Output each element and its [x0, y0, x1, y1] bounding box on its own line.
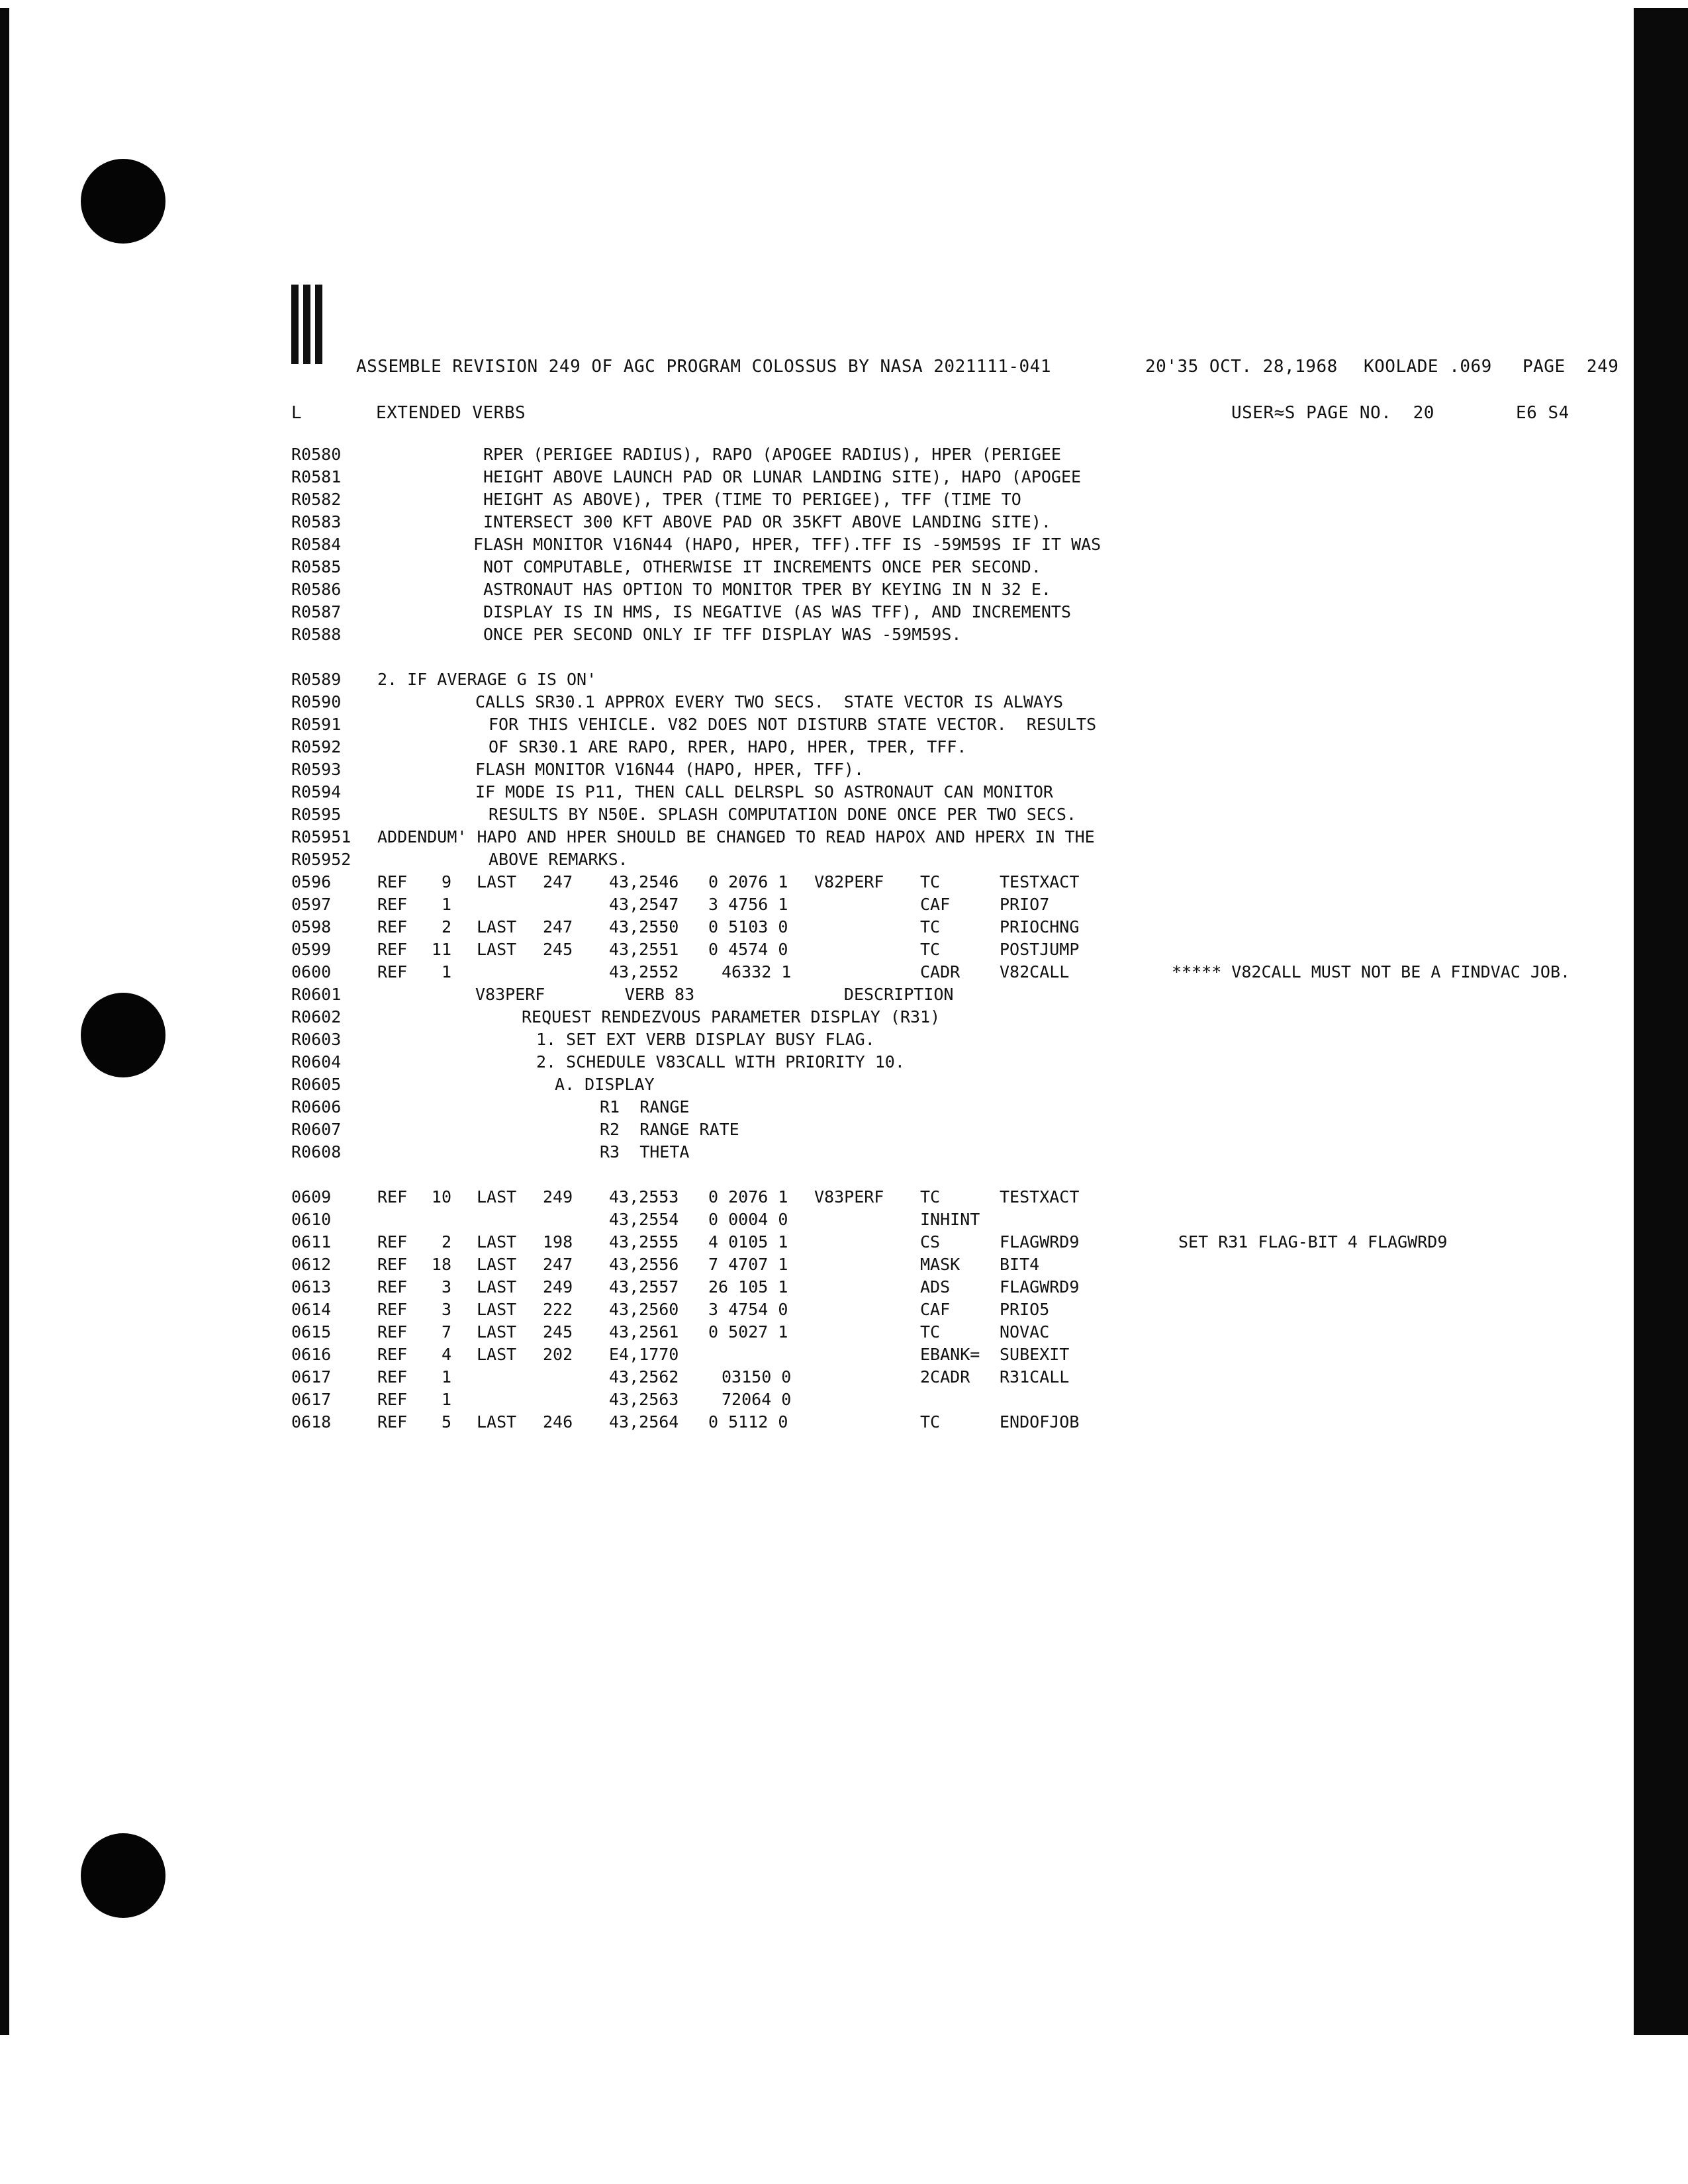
last-page: 247 [543, 917, 573, 936]
ref-flag: REF [377, 1412, 408, 1432]
opcode: CAF [920, 1300, 951, 1319]
last-flag: LAST [477, 1345, 517, 1364]
ref-flag: REF [377, 962, 408, 981]
line-label: R0584 [291, 535, 342, 554]
octal-word: 0 5103 0 [708, 917, 788, 936]
line-label: R0594 [291, 782, 342, 801]
octal-word: 7 4707 1 [708, 1255, 788, 1274]
remark-line [291, 445, 1615, 467]
line-text: CALLS SR30.1 APPROX EVERY TWO SECS. STATE VECTOR IS ALWAYS [475, 692, 1064, 711]
ref-count: 1 [441, 962, 451, 981]
listing-title: ASSEMBLE REVISION 249 OF AGC PROGRAM COLOSSUS BY NASA 2021111-041 [356, 357, 1051, 377]
last-page: 247 [543, 1255, 573, 1274]
line-text: ASTRONAUT HAS OPTION TO MONITOR TPER BY KEYING IN N 32 E. [483, 580, 1051, 599]
ref-flag: REF [377, 1255, 408, 1274]
address: 43,2553 [609, 1187, 679, 1206]
remark-line [291, 670, 1615, 692]
code-line [291, 1300, 1615, 1322]
octal-word: 0 5112 0 [708, 1412, 788, 1432]
address: 43,2560 [609, 1300, 679, 1319]
line-label: 0599 [291, 940, 332, 959]
last-flag: LAST [477, 1322, 517, 1342]
remark-line [291, 602, 1615, 625]
last-page: 245 [543, 1322, 573, 1342]
operand: PRIO7 [1000, 895, 1050, 914]
line-label: 0613 [291, 1277, 332, 1297]
ref-flag: REF [377, 917, 408, 936]
operand: R31CALL [1000, 1367, 1070, 1387]
description-line [291, 1052, 1615, 1075]
octal-word: 0 0004 0 [708, 1210, 788, 1229]
description-line [291, 1030, 1615, 1052]
line-text: RESULTS BY N50E. SPLASH COMPUTATION DONE ONCE PER TWO SECS. [489, 805, 1077, 824]
line-label: 0615 [291, 1322, 332, 1342]
address: 43,2547 [609, 895, 679, 914]
scan-edge-right [1634, 8, 1688, 2035]
ref-count: 4 [441, 1345, 451, 1364]
opcode: EBANK= [920, 1345, 980, 1364]
line-text: ADDENDUM' HAPO AND HPER SHOULD BE CHANGED TO READ HAPOX AND HPERX IN THE [377, 827, 1095, 846]
line-label: R0588 [291, 625, 342, 644]
line-label: R0606 [291, 1097, 342, 1116]
octal-word: 4 0105 1 [708, 1232, 788, 1251]
last-flag: LAST [477, 917, 517, 936]
last-flag: LAST [477, 872, 517, 891]
last-flag: LAST [477, 1232, 517, 1251]
operand: V82CALL [1000, 962, 1070, 981]
punch-hole-top [81, 159, 165, 244]
line-label: 0610 [291, 1210, 332, 1229]
address: 43,2564 [609, 1412, 679, 1432]
line-text: HEIGHT AS ABOVE), TPER (TIME TO PERIGEE), TFF (TIME TO [483, 490, 1021, 509]
line-text: 2. IF AVERAGE G IS ON' [377, 670, 597, 689]
remark-line [291, 850, 1615, 872]
remark-line [291, 827, 1615, 850]
operand: FLAGWRD9 [1000, 1232, 1080, 1251]
line-label: 0597 [291, 895, 332, 914]
line-label: 0609 [291, 1187, 332, 1206]
spacer [291, 647, 1615, 670]
opcode: INHINT [920, 1210, 980, 1229]
opcode: TC [920, 940, 941, 959]
opcode: ADS [920, 1277, 951, 1297]
listing-koolade: KOOLADE .069 [1364, 357, 1492, 377]
code-line [291, 1210, 1615, 1232]
octal-word: 72064 0 [722, 1390, 792, 1409]
operand: ENDOFJOB [1000, 1412, 1080, 1432]
address: 43,2552 [609, 962, 679, 981]
remark-line [291, 760, 1615, 782]
opcode: CS [920, 1232, 941, 1251]
last-page: 202 [543, 1345, 573, 1364]
operand: PRIO5 [1000, 1300, 1050, 1319]
line-label: 0614 [291, 1300, 332, 1319]
remark-line [291, 512, 1615, 535]
octal-word: 0 2076 1 [708, 872, 788, 891]
remark-line [291, 737, 1615, 760]
last-flag: LAST [477, 1412, 517, 1432]
remark-line [291, 557, 1615, 580]
line-text: ABOVE REMARKS. [489, 850, 628, 869]
ref-count: 18 [431, 1255, 451, 1274]
punch-hole-bottom [81, 1833, 165, 1918]
octal-word: 0 2076 1 [708, 1187, 788, 1206]
remark-line [291, 715, 1615, 737]
last-page: 222 [543, 1300, 573, 1319]
line-label: R0607 [291, 1120, 342, 1139]
line-text: R1 RANGE [600, 1097, 690, 1116]
operand: SUBEXIT [1000, 1345, 1070, 1364]
remark-line [291, 782, 1615, 805]
page-margin-bottom [0, 2035, 1688, 2184]
line-text: IF MODE IS P11, THEN CALL DELRSPL SO ASTRONAUT CAN MONITOR [475, 782, 1053, 801]
octal-word: 3 4756 1 [708, 895, 788, 914]
description-line [291, 1142, 1615, 1165]
address: 43,2550 [609, 917, 679, 936]
line-label: 0616 [291, 1345, 332, 1364]
code-line [291, 940, 1615, 962]
operand: NOVAC [1000, 1322, 1050, 1342]
line-text: NOT COMPUTABLE, OTHERWISE IT INCREMENTS ONCE PER SECOND. [483, 557, 1041, 576]
line-label: R0605 [291, 1075, 342, 1094]
opcode: TC [920, 1412, 941, 1432]
punch-hole-middle [81, 993, 165, 1077]
line-label: R0602 [291, 1007, 342, 1026]
line-label: R0591 [291, 715, 342, 734]
description-line [291, 1120, 1615, 1142]
last-page: 249 [543, 1277, 573, 1297]
line-label: 0617 [291, 1367, 332, 1387]
line-text: FLASH MONITOR V16N44 (HAPO, HPER, TFF). [475, 760, 864, 779]
operand: BIT4 [1000, 1255, 1040, 1274]
address: 43,2561 [609, 1322, 679, 1342]
last-flag: LAST [477, 1255, 517, 1274]
line-label: R05951 [291, 827, 352, 846]
symbol: V83PERF [814, 1187, 884, 1206]
remark-line [291, 490, 1615, 512]
operand: POSTJUMP [1000, 940, 1080, 959]
description-line [291, 1097, 1615, 1120]
last-page: 198 [543, 1232, 573, 1251]
last-page: 245 [543, 940, 573, 959]
address: 43,2554 [609, 1210, 679, 1229]
description-line [291, 1075, 1615, 1097]
address: 43,2555 [609, 1232, 679, 1251]
octal-word: 0 4574 0 [708, 940, 788, 959]
line-label: 0611 [291, 1232, 332, 1251]
ref-count: 1 [441, 1367, 451, 1387]
line-label: R0585 [291, 557, 342, 576]
ref-flag: REF [377, 895, 408, 914]
last-flag: LAST [477, 1300, 517, 1319]
line-text: V83PERF VERB 83 DESCRIPTION [475, 985, 954, 1004]
line-label: 0596 [291, 872, 332, 891]
code-line [291, 895, 1615, 917]
opcode: TC [920, 1322, 941, 1342]
code-line [291, 962, 1615, 985]
code-line [291, 1367, 1615, 1390]
section-title: EXTENDED VERBS [376, 403, 526, 423]
ref-count: 3 [441, 1300, 451, 1319]
last-page: 247 [543, 872, 573, 891]
line-text: R3 THETA [600, 1142, 690, 1161]
ref-count: 1 [441, 1390, 451, 1409]
line-label: R0595 [291, 805, 342, 824]
code-line [291, 872, 1615, 895]
opcode: CADR [920, 962, 961, 981]
line-text: 1. SET EXT VERB DISPLAY BUSY FLAG. [536, 1030, 875, 1049]
ref-flag: REF [377, 1187, 408, 1206]
scan-edge-left [0, 8, 9, 2035]
line-text: FLASH MONITOR V16N44 (HAPO, HPER, TFF).TFF IS -59M59S IF IT WAS [473, 535, 1102, 554]
opcode: TC [920, 917, 941, 936]
line-label: R0590 [291, 692, 342, 711]
ref-flag: REF [377, 1232, 408, 1251]
last-flag: LAST [477, 1187, 517, 1206]
line-label: R0592 [291, 737, 342, 756]
line-label: R0589 [291, 670, 342, 689]
listing-page-number: PAGE 249 [1523, 357, 1619, 377]
ref-count: 2 [441, 1232, 451, 1251]
ref-count: 9 [441, 872, 451, 891]
code-line [291, 1390, 1615, 1412]
line-label: R0586 [291, 580, 342, 599]
code-line [291, 1412, 1615, 1435]
line-text: REQUEST RENDEZVOUS PARAMETER DISPLAY (R31) [522, 1007, 941, 1026]
address: 43,2563 [609, 1390, 679, 1409]
opcode: CAF [920, 895, 951, 914]
line-label: R05952 [291, 850, 352, 869]
code-line [291, 917, 1615, 940]
octal-word: 3 4754 0 [708, 1300, 788, 1319]
opcode: TC [920, 1187, 941, 1206]
line-label: 0598 [291, 917, 332, 936]
listing-body [291, 445, 1615, 1435]
line-label: 0618 [291, 1412, 332, 1432]
ref-flag: REF [377, 1345, 408, 1364]
line-text: OF SR30.1 ARE RAPO, RPER, HAPO, HPER, TPER, TFF. [489, 737, 967, 756]
listing-timestamp: 20'35 OCT. 28,1968 [1145, 357, 1338, 377]
description-line [291, 1007, 1615, 1030]
ref-count: 11 [431, 940, 451, 959]
binding-mark [291, 285, 299, 364]
line-text: 2. SCHEDULE V83CALL WITH PRIORITY 10. [536, 1052, 905, 1071]
remark-line [291, 625, 1615, 647]
operand: PRIOCHNG [1000, 917, 1080, 936]
ref-count: 7 [441, 1322, 451, 1342]
ref-flag: REF [377, 940, 408, 959]
line-label: R0583 [291, 512, 342, 531]
line-label: R0593 [291, 760, 342, 779]
ref-count: 3 [441, 1277, 451, 1297]
octal-word: 26 105 1 [708, 1277, 788, 1297]
line-label: 0600 [291, 962, 332, 981]
opcode: TC [920, 872, 941, 891]
address: 43,2557 [609, 1277, 679, 1297]
remark-line [291, 805, 1615, 827]
ref-count: 1 [441, 895, 451, 914]
ref-count: 10 [431, 1187, 451, 1206]
line-label: R0580 [291, 445, 342, 464]
spacer [291, 1165, 1615, 1187]
binding-mark [303, 285, 310, 364]
line-label: R0587 [291, 602, 342, 621]
operand: FLAGWRD9 [1000, 1277, 1080, 1297]
line-label: R0582 [291, 490, 342, 509]
ref-flag: REF [377, 872, 408, 891]
opcode: 2CADR [920, 1367, 970, 1387]
user-page-number: USER≈S PAGE NO. 20 [1231, 403, 1434, 423]
listing-column-l: L [291, 403, 303, 423]
symbol: V82PERF [814, 872, 884, 891]
code-line [291, 1187, 1615, 1210]
line-text: R2 RANGE RATE [600, 1120, 739, 1139]
line-label: 0617 [291, 1390, 332, 1409]
comment: SET R31 FLAG-BIT 4 FLAGWRD9 [1178, 1232, 1448, 1251]
ref-count: 5 [441, 1412, 451, 1432]
comment: ***** V82CALL MUST NOT BE A FINDVAC JOB. [1172, 962, 1571, 981]
line-label: R0604 [291, 1052, 342, 1071]
remark-line [291, 580, 1615, 602]
line-label: 0612 [291, 1255, 332, 1274]
ref-flag: REF [377, 1277, 408, 1297]
ref-flag: REF [377, 1390, 408, 1409]
line-label: R0581 [291, 467, 342, 486]
opcode: MASK [920, 1255, 961, 1274]
octal-word: 03150 0 [722, 1367, 792, 1387]
octal-word: 46332 1 [722, 962, 792, 981]
last-flag: LAST [477, 1277, 517, 1297]
line-text: DISPLAY IS IN HMS, IS NEGATIVE (AS WAS TFF), AND INCREMENTS [483, 602, 1072, 621]
address: E4,1770 [609, 1345, 679, 1364]
binding-mark [315, 285, 322, 364]
operand: TESTXACT [1000, 1187, 1080, 1206]
line-label: R0603 [291, 1030, 342, 1049]
section-code: E6 S4 [1516, 403, 1570, 423]
code-line [291, 1232, 1615, 1255]
line-text: A. DISPLAY [555, 1075, 655, 1094]
ref-flag: REF [377, 1300, 408, 1319]
ref-count: 2 [441, 917, 451, 936]
last-page: 246 [543, 1412, 573, 1432]
remark-line [291, 535, 1615, 557]
ref-flag: REF [377, 1367, 408, 1387]
address: 43,2546 [609, 872, 679, 891]
address: 43,2562 [609, 1367, 679, 1387]
line-text: INTERSECT 300 KFT ABOVE PAD OR 35KFT ABOVE LANDING SITE). [483, 512, 1051, 531]
ref-flag: REF [377, 1322, 408, 1342]
octal-word: 0 5027 1 [708, 1322, 788, 1342]
line-text: FOR THIS VEHICLE. V82 DOES NOT DISTURB STATE VECTOR. RESULTS [489, 715, 1097, 734]
line-text: ONCE PER SECOND ONLY IF TFF DISPLAY WAS -59M59S. [483, 625, 962, 644]
line-text: RPER (PERIGEE RADIUS), RAPO (APOGEE RADIUS), HPER (PERIGEE [483, 445, 1061, 464]
operand: TESTXACT [1000, 872, 1080, 891]
address: 43,2556 [609, 1255, 679, 1274]
code-line [291, 1322, 1615, 1345]
address: 43,2551 [609, 940, 679, 959]
description-line [291, 985, 1615, 1007]
code-line [291, 1345, 1615, 1367]
line-label: R0608 [291, 1142, 342, 1161]
code-line [291, 1277, 1615, 1300]
last-page: 249 [543, 1187, 573, 1206]
remark-line [291, 692, 1615, 715]
remark-line [291, 467, 1615, 490]
line-label: R0601 [291, 985, 342, 1004]
code-line [291, 1255, 1615, 1277]
line-text: HEIGHT ABOVE LAUNCH PAD OR LUNAR LANDING SITE), HAPO (APOGEE [483, 467, 1082, 486]
last-flag: LAST [477, 940, 517, 959]
